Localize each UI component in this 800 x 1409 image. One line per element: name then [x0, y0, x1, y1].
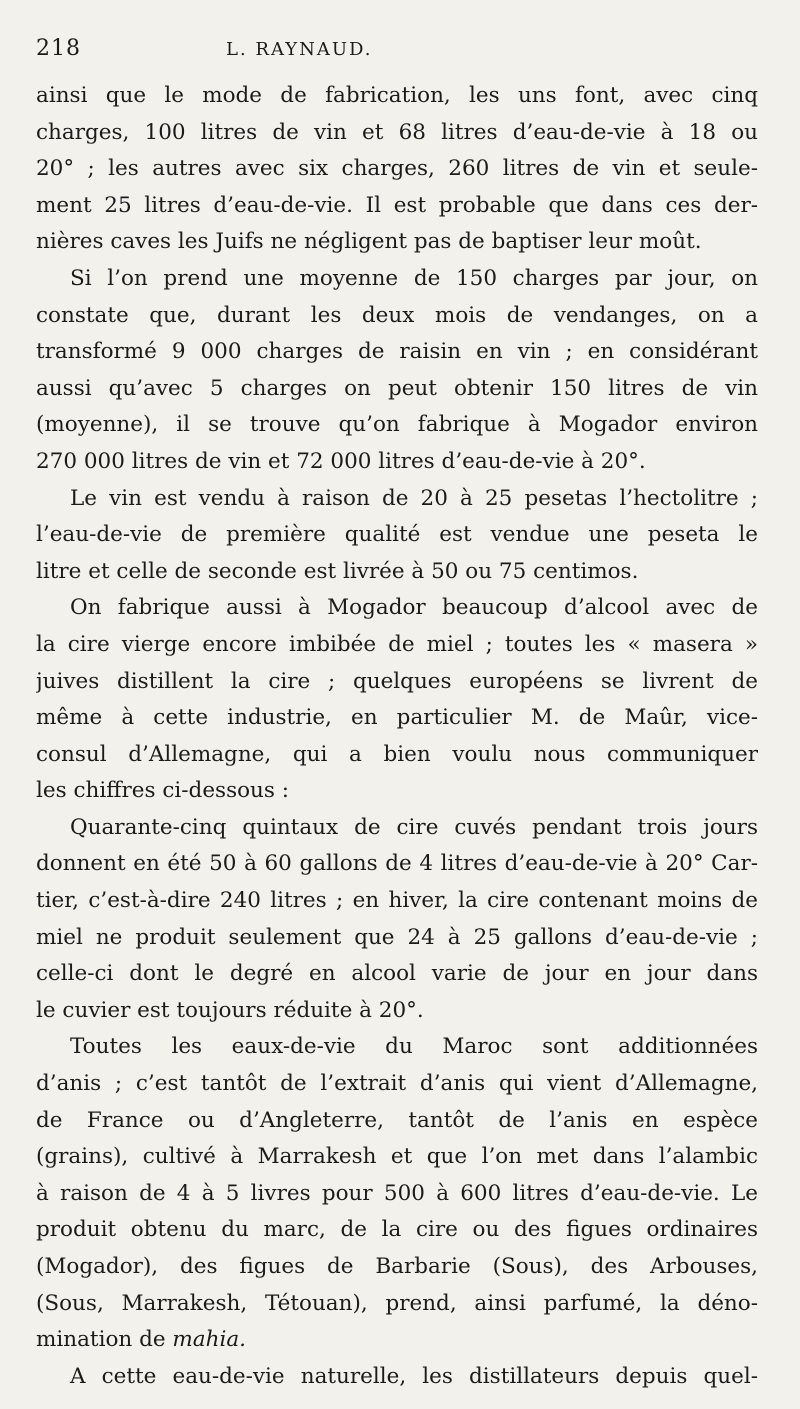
text-line	[36, 773, 758, 810]
line-text: miel ne produit seulement que 24 à 25 gallons d’eau-de-vie ;	[36, 924, 758, 950]
line-text: donnent en été 50 à 60 gallons de 4 litres d’eau-de-vie à 20° Car-	[36, 851, 758, 877]
line-text: ainsi que le mode de fabrication, les uns font, avec cinq	[36, 83, 758, 108]
text-line	[36, 188, 758, 225]
line-text: Toutes les eaux-de-vie du Maroc sont additionnées	[70, 1034, 758, 1060]
line-text: Le vin est vendu à raison de 20 à 25 pesetas l’hectolitre ;	[70, 485, 758, 511]
line-text: les chiffres ci-dessous :	[36, 778, 290, 804]
line-text: Si l’on prend une moyenne de 150 charges par jour, on	[70, 265, 758, 291]
italic-term: mahia.	[172, 1327, 246, 1353]
text-line	[36, 1322, 758, 1359]
text-line	[36, 407, 758, 444]
text-line	[36, 1176, 758, 1213]
line-text: aussi qu’avec 5 charges on peut obtenir 150 litres de vin	[36, 375, 758, 401]
line-text: Quarante-cinq quintaux de cire cuvés pendant trois jours	[70, 814, 758, 840]
text-line	[36, 115, 758, 152]
text-line	[36, 1029, 758, 1066]
line-text: produit obtenu du marc, de la cire ou des figues ordinaires	[36, 1217, 758, 1243]
page-header	[36, 36, 758, 70]
line-text: On fabrique aussi à Mogador beaucoup d’alcool avec de	[70, 595, 758, 621]
text-line	[36, 481, 758, 518]
line-text: litre et celle de seconde est livrée à 50 ou 75 centimos.	[36, 558, 639, 584]
text-line	[36, 1103, 758, 1140]
line-text: consul d’Allemagne, qui a bien voulu nous communiquer	[36, 741, 758, 767]
text-line	[36, 737, 758, 774]
line-text: transformé 9 000 charges de raisin en vin ; en considérant	[36, 339, 758, 365]
line-text: constate que, durant les deux mois de vendanges, on a	[36, 302, 758, 328]
line-text: d’anis ; c’est tantôt de l’extrait d’anis qui vient d’Allemagne,	[36, 1071, 758, 1097]
text-line	[36, 920, 758, 957]
text-line	[36, 334, 758, 371]
line-text: mination de	[36, 1327, 166, 1353]
text-line	[36, 261, 758, 298]
text-line	[36, 664, 758, 701]
text-line	[36, 627, 758, 664]
line-text: (Mogador), des figues de Barbarie (Sous), des Arbouses,	[36, 1254, 758, 1279]
line-text: (moyenne), il se trouve qu’on fabrique à Mogador environ	[36, 412, 758, 438]
line-text: ment 25 litres d’eau-de-vie. Il est probable que dans ces der-	[36, 192, 758, 218]
text-line	[36, 78, 758, 115]
text-line	[36, 846, 758, 883]
text-line	[36, 1286, 758, 1323]
line-text: charges, 100 litres de vin et 68 litres d’eau-de-vie à 18 ou	[36, 119, 758, 145]
text-line	[36, 554, 758, 591]
line-text: même à cette industrie, en particulier M. de Maûr, vice-	[36, 705, 758, 731]
line-text: 20° ; les autres avec six charges, 260 litres de vin et seule-	[36, 156, 758, 182]
line-text: à raison de 4 à 5 livres pour 500 à 600 litres d’eau-de-vie. Le	[36, 1180, 758, 1206]
text-line	[36, 1066, 758, 1103]
text-line	[36, 1249, 758, 1286]
text-line	[36, 590, 758, 627]
text-line	[36, 298, 758, 335]
text-line	[36, 700, 758, 737]
text-line	[36, 810, 758, 847]
text-line	[36, 1212, 758, 1249]
body-text	[36, 78, 758, 1395]
line-text: tier, c’est-à-dire 240 litres ; en hiver, la cire contenant moins de	[36, 888, 758, 914]
text-line	[36, 1359, 758, 1396]
text-line	[36, 993, 758, 1030]
line-text: 270 000 litres de vin et 72 000 litres d’eau-de-vie à 20°.	[36, 448, 646, 474]
text-line	[36, 1139, 758, 1176]
text-line	[36, 224, 758, 261]
line-text: A cette eau-de-vie naturelle, les distillateurs depuis quel-	[70, 1363, 758, 1389]
text-line	[36, 883, 758, 920]
running-head: L. RAYNAUD.	[226, 39, 373, 60]
line-text: l’eau-de-vie de première qualité est vendue une peseta le	[36, 522, 758, 548]
text-line	[36, 444, 758, 481]
line-text: celle-ci dont le degré en alcool varie de jour en jour dans	[36, 961, 758, 987]
line-text: la cire vierge encore imbibée de miel ; toutes les « masera »	[36, 631, 758, 657]
line-text: nières caves les Juifs ne négligent pas de baptiser leur moût.	[36, 229, 702, 255]
line-text: le cuvier est toujours réduite à 20°.	[36, 997, 424, 1023]
line-text: juives distillent la cire ; quelques européens se livrent de	[36, 668, 758, 694]
text-line	[36, 956, 758, 993]
text-line	[36, 371, 758, 408]
line-text: de France ou d’Angleterre, tantôt de l’anis en espèce	[36, 1107, 758, 1133]
page-number: 218	[36, 36, 81, 61]
text-line	[36, 517, 758, 554]
text-line	[36, 151, 758, 188]
line-text: (Sous, Marrakesh, Tétouan), prend, ainsi parfumé, la déno-	[36, 1290, 758, 1316]
line-text: (grains), cultivé à Marrakesh et que l’on met dans l’alambic	[36, 1144, 758, 1170]
